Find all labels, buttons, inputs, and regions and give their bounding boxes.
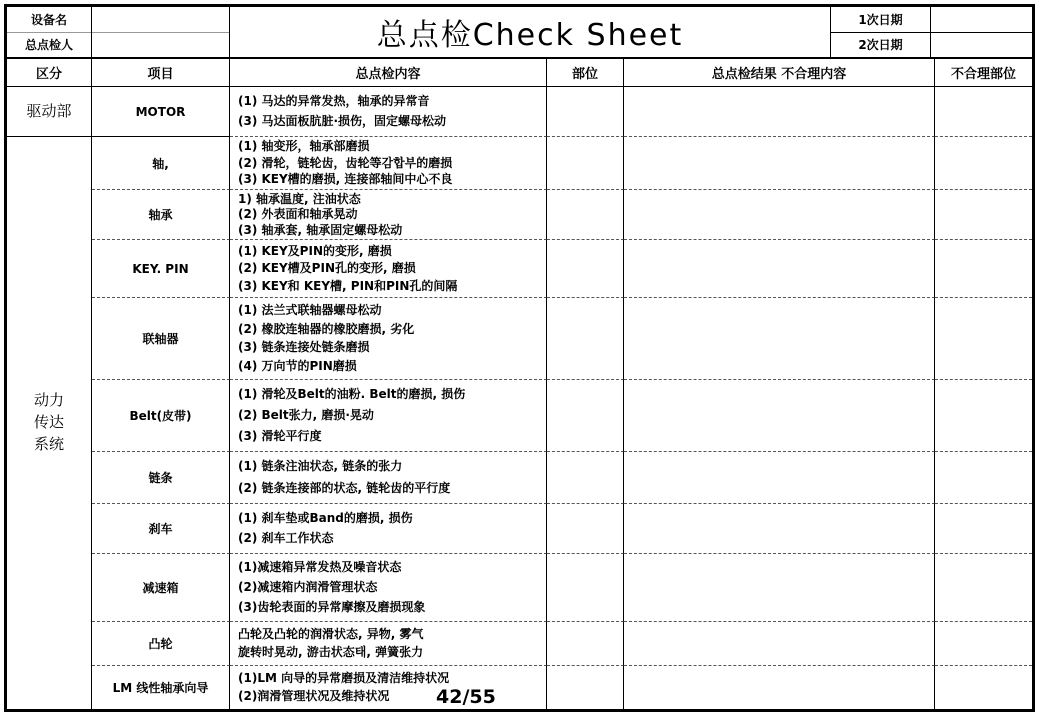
content-line: (2) KEY槽及PIN孔的变形, 磨损: [238, 261, 416, 275]
bad-location-cell[interactable]: [935, 190, 1032, 240]
content-line: (1) 滑轮及Belt的油粉. Belt的磨损, 损伤: [238, 387, 466, 401]
bad-location-cell[interactable]: [935, 380, 1032, 452]
table-row: [92, 380, 1032, 452]
item-cell: 刹车: [92, 504, 230, 554]
sheet-header: [7, 7, 1032, 59]
content-cell: [230, 240, 547, 298]
category-cell: [7, 137, 92, 709]
table-row: [92, 554, 1032, 622]
bad-location-cell[interactable]: [935, 240, 1032, 298]
content-cell: [230, 137, 547, 190]
date1-value-cell[interactable]: [931, 7, 1032, 33]
item-cell: Belt(皮带): [92, 380, 230, 452]
date2-value-cell[interactable]: [931, 33, 1032, 58]
content-line: (1) 刹车垫或Band的磨损, 损伤: [238, 510, 413, 525]
item-cell: 轴,: [92, 137, 230, 190]
location-cell[interactable]: [547, 666, 624, 709]
table-column-headers: [7, 59, 1032, 87]
location-cell[interactable]: [547, 240, 624, 298]
device-name-value-cell[interactable]: [92, 7, 229, 33]
content-cell: [230, 298, 547, 380]
table-body: [7, 87, 1032, 709]
item-cell: LM 线性轴承向导: [92, 666, 230, 709]
location-cell[interactable]: [547, 622, 624, 666]
content-line: (2) 链条连接部的状态, 链轮齿的平行度: [238, 480, 451, 495]
content-line: (1) 轴变形，轴承部磨损: [238, 139, 370, 154]
item-cell: 减速箱: [92, 554, 230, 622]
content-line: (3) 滑轮平行度: [238, 429, 322, 443]
column-header-result: 总点检结果 不合理内容: [624, 59, 935, 86]
result-cell[interactable]: [624, 666, 935, 709]
location-cell[interactable]: [547, 298, 624, 380]
content-cell: [230, 504, 547, 554]
table-row: [92, 190, 1032, 240]
content-cell: [230, 190, 547, 240]
table-row: [92, 298, 1032, 380]
location-cell[interactable]: [547, 504, 624, 554]
date1-label: 1次日期: [831, 7, 930, 33]
bad-location-cell[interactable]: [935, 298, 1032, 380]
content-line: 1) 轴承温度, 注油状态: [238, 191, 361, 206]
column-header-category: 区分: [7, 59, 92, 86]
location-cell[interactable]: [547, 554, 624, 622]
content-line: (1) KEY及PIN的变形, 磨损: [238, 243, 392, 258]
column-header-bad-location: 不合理部位: [950, 67, 1016, 82]
result-cell[interactable]: [624, 504, 935, 554]
page-title: 总点检Check Sheet: [376, 18, 684, 53]
item-cell: 链条: [92, 452, 230, 504]
content-line: (2) 橡胶连轴器的橡胶磨损, 劣化: [238, 321, 415, 336]
column-header-content: 总点检内容: [230, 59, 547, 86]
content-cell: [230, 622, 547, 666]
bad-location-cell[interactable]: [935, 622, 1032, 666]
bad-location-cell[interactable]: [935, 452, 1032, 504]
result-cell[interactable]: [624, 87, 935, 137]
result-cell[interactable]: [624, 190, 935, 240]
table-row: [92, 452, 1032, 504]
location-cell[interactable]: [547, 137, 624, 190]
bad-location-cell[interactable]: [935, 554, 1032, 622]
page-number: 42/55: [436, 686, 496, 708]
table-row: [92, 622, 1032, 666]
result-cell[interactable]: [624, 137, 935, 190]
content-line: (2)减速箱内润滑管理状态: [238, 580, 378, 594]
header-label-column: [7, 7, 92, 57]
content-line: (1) 链条注油状态, 链条的张力: [238, 459, 403, 474]
category-line: 系统: [33, 434, 64, 453]
result-cell[interactable]: [624, 380, 935, 452]
bad-location-cell[interactable]: [935, 137, 1032, 190]
result-cell[interactable]: [624, 240, 935, 298]
table-row: [92, 666, 1032, 709]
content-line: (1) 马达的异常发热，轴承的异常音: [238, 93, 430, 108]
content-line: (1)LM 向导的异常磨损及清洁维持状况: [238, 670, 450, 685]
bad-location-cell[interactable]: [935, 87, 1032, 137]
check-sheet: [4, 4, 1035, 712]
date-value-column: [930, 7, 1032, 57]
inspector-value-cell[interactable]: [92, 33, 229, 58]
header-value-column: [92, 7, 230, 57]
content-line: (4) 万向节的PIN磨损: [238, 359, 357, 374]
content-line: (2) 外表面和轴承晃动: [238, 207, 358, 221]
date-label-column: [830, 7, 930, 57]
date2-label: 2次日期: [858, 38, 903, 53]
item-cell: MOTOR: [92, 87, 230, 137]
table-group-power-transmission: [7, 137, 1032, 709]
category-cell: 驱动部: [7, 87, 92, 137]
content-line: (3) KEY槽的磨损, 连接部轴间中心不良: [238, 171, 453, 186]
content-cell: [230, 666, 547, 709]
bad-location-cell[interactable]: [935, 504, 1032, 554]
content-line: (3) 马达面板肮脏·损伤，固定螺母松动: [238, 114, 447, 129]
item-cell: 凸轮: [92, 622, 230, 666]
item-cell: 轴承: [92, 190, 230, 240]
group-rows: [92, 137, 1032, 709]
result-cell[interactable]: [624, 452, 935, 504]
result-cell[interactable]: [624, 298, 935, 380]
content-cell: [230, 87, 547, 137]
content-line: (2)润滑管理状况及维持状况: [238, 689, 390, 704]
device-name-label: 设备名: [7, 7, 91, 33]
content-line: (3) 轴承套, 轴承固定螺母松动: [238, 222, 403, 237]
content-line: (1)减速箱异常发热及噪音状态: [238, 560, 402, 574]
content-line: 凸轮及凸轮的润滑状态, 异物, 雾气: [238, 626, 424, 641]
content-line: (2) 滑轮，链轮齿，齿轮等감합부的磨损: [238, 155, 453, 170]
location-cell[interactable]: [547, 190, 624, 240]
table-row: [92, 504, 1032, 554]
location-cell[interactable]: [547, 87, 624, 137]
content-line: (1) 法兰式联轴器螺母松动: [238, 302, 382, 317]
bad-location-cell[interactable]: [935, 666, 1032, 709]
content-line: (3) 链条连接处链条磨损: [238, 340, 370, 355]
result-cell[interactable]: [624, 622, 935, 666]
content-line: (3) KEY和 KEY槽, PIN和PIN孔的间隔: [238, 278, 458, 293]
content-line: (3)齿轮表面的异常摩擦及磨损现象: [238, 600, 426, 614]
content-line: (2) Belt张力, 磨损·晃动: [238, 408, 374, 422]
content-line: 旋转时晃动, 游击状态태, 弹簧张力: [238, 645, 424, 660]
result-cell[interactable]: [624, 554, 935, 622]
location-cell[interactable]: [547, 380, 624, 452]
category-line: 动力: [33, 391, 64, 410]
content-cell: [230, 452, 547, 504]
table-row: [92, 240, 1032, 298]
item-cell: KEY. PIN: [92, 240, 230, 298]
item-cell: 联轴器: [92, 298, 230, 380]
column-header-location: 部位: [547, 59, 624, 86]
content-cell: [230, 554, 547, 622]
content-cell: [230, 380, 547, 452]
category-line: 传达: [33, 413, 64, 432]
table-group-drive: [7, 87, 1032, 137]
inspector-label: 总点检人: [24, 38, 73, 53]
table-row: [92, 137, 1032, 190]
column-header-item: 项目: [92, 59, 230, 86]
content-line: (2) 刹车工作状态: [238, 531, 334, 546]
location-cell[interactable]: [547, 452, 624, 504]
